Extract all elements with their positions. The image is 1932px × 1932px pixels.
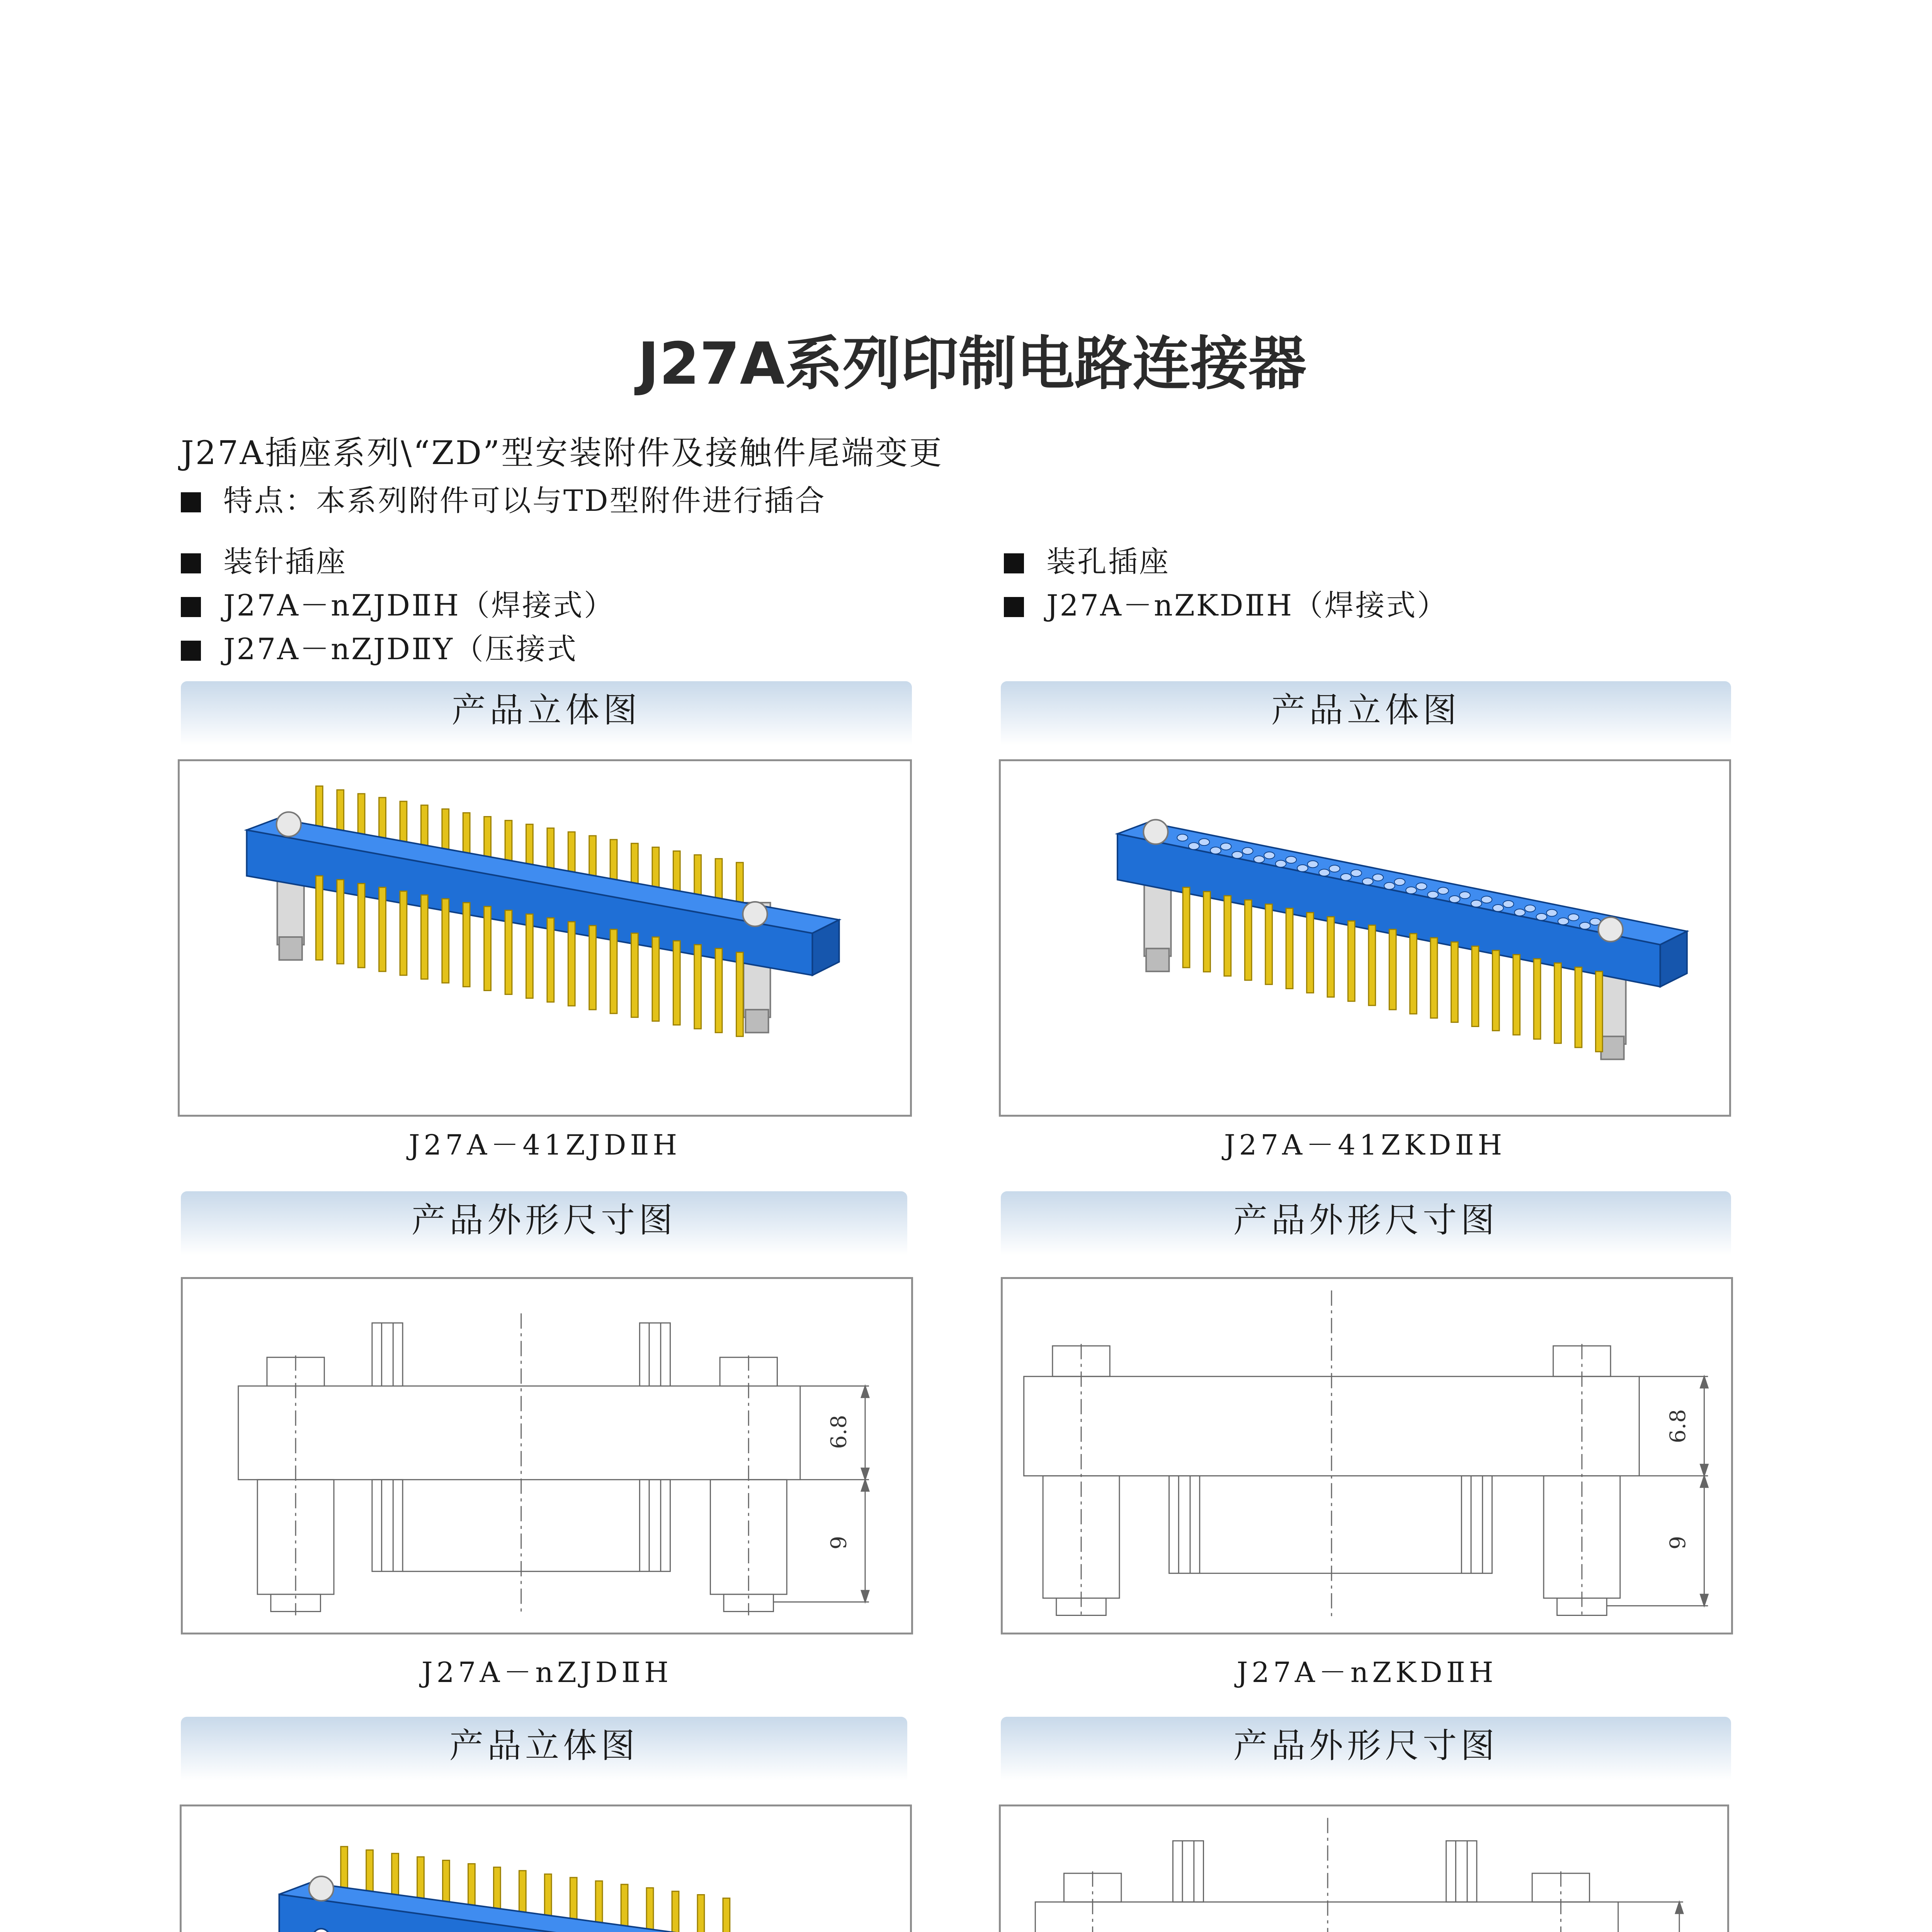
socket-hole bbox=[1254, 856, 1265, 863]
gold-pin bbox=[736, 862, 743, 905]
gold-pin bbox=[646, 1888, 653, 1932]
bullet-square-icon bbox=[1004, 597, 1024, 617]
gold-pin bbox=[570, 1878, 577, 1923]
gold-pin bbox=[468, 1864, 475, 1910]
socket-hole bbox=[1242, 847, 1253, 854]
socket-hole bbox=[1438, 887, 1449, 894]
socket-hole bbox=[1568, 914, 1579, 921]
gold-pin bbox=[672, 1891, 679, 1932]
socket-hole bbox=[1427, 891, 1438, 898]
gold-pin bbox=[358, 794, 365, 836]
gold-pin bbox=[463, 903, 470, 987]
socket-hole bbox=[1406, 887, 1417, 894]
gold-pin bbox=[484, 906, 491, 991]
gold-pin bbox=[1183, 887, 1190, 968]
socket-hole bbox=[1199, 838, 1210, 845]
socket-hole bbox=[1384, 883, 1395, 889]
panel-banner: 产品外形尺寸图 bbox=[181, 1191, 907, 1255]
gold-pin bbox=[1554, 963, 1561, 1043]
socket-hole bbox=[1319, 869, 1330, 876]
gold-pin bbox=[379, 887, 386, 971]
product-3d-view-socket bbox=[999, 759, 1731, 1117]
gold-pin bbox=[1245, 900, 1252, 980]
socket-hole bbox=[1362, 878, 1373, 885]
gold-pin bbox=[400, 801, 407, 844]
gold-pin bbox=[544, 1874, 551, 1920]
panel-banner: 产品立体图 bbox=[181, 1717, 907, 1781]
gold-pin bbox=[1595, 971, 1602, 1052]
dimension-9: 9 bbox=[1666, 1536, 1690, 1550]
gold-pin bbox=[493, 1867, 500, 1913]
bullet-square-icon bbox=[181, 597, 201, 617]
dimension-9: 9 bbox=[827, 1536, 852, 1550]
gold-pin bbox=[694, 855, 701, 897]
gold-pin bbox=[631, 933, 638, 1017]
gold-pin bbox=[337, 880, 344, 964]
panel-caption: J27A－nZKDⅡH bbox=[1236, 1656, 1497, 1689]
gold-pin bbox=[631, 844, 638, 886]
left-list-item: 装针插座 bbox=[181, 538, 347, 580]
gold-pin bbox=[400, 891, 407, 975]
gold-pin bbox=[652, 847, 659, 889]
gold-pin bbox=[568, 922, 575, 1006]
gold-pin bbox=[1575, 967, 1582, 1048]
left-list-item: J27A－nZJDⅡY（压接式 bbox=[181, 626, 578, 668]
gold-pin bbox=[1265, 904, 1272, 985]
socket-hole bbox=[1580, 922, 1590, 929]
socket-hole bbox=[1525, 905, 1536, 912]
gold-pin bbox=[736, 952, 743, 1037]
socket-hole bbox=[1210, 847, 1221, 854]
connector-socket-3d-illustration bbox=[1001, 761, 1729, 1115]
dimension-drawing-socket bbox=[1001, 1277, 1733, 1634]
panel-banner: 产品外形尺寸图 bbox=[1001, 1191, 1731, 1255]
technical-drawing bbox=[1001, 1806, 1727, 1932]
series-subtitle: J27A插座系列\“ZD”型安装附件及接触件尾端变更 bbox=[181, 434, 944, 472]
gold-pin bbox=[358, 884, 365, 968]
socket-hole bbox=[1297, 865, 1308, 872]
socket-hole bbox=[1286, 856, 1296, 863]
gold-pin bbox=[547, 918, 554, 1002]
gold-pin bbox=[505, 910, 512, 995]
panel-caption: J27A－41ZJDⅡH bbox=[408, 1129, 681, 1161]
socket-hole bbox=[1514, 909, 1525, 916]
socket-hole bbox=[1546, 910, 1557, 917]
dimension-6-8: 6.8 bbox=[1666, 1409, 1690, 1443]
dimension-drawing-press bbox=[999, 1804, 1729, 1932]
gold-pin bbox=[341, 1847, 348, 1893]
panel-caption: J27A－41ZKDⅡH bbox=[1224, 1129, 1506, 1161]
gold-pin bbox=[610, 929, 617, 1014]
gold-pin bbox=[421, 805, 428, 847]
socket-hole bbox=[1416, 883, 1427, 890]
right-list-item: J27A－nZKDⅡH（焊接式） bbox=[1004, 582, 1448, 624]
page-title: J27A系列印制电路连接器 bbox=[638, 330, 1306, 398]
gold-pin bbox=[673, 941, 680, 1025]
gold-pin bbox=[1327, 917, 1334, 997]
technical-drawing bbox=[1003, 1279, 1731, 1633]
gold-pin bbox=[673, 851, 680, 893]
bullet-square-icon bbox=[181, 492, 201, 512]
gold-pin bbox=[484, 816, 491, 859]
gold-pin bbox=[715, 859, 722, 901]
socket-hole bbox=[1276, 861, 1286, 867]
gold-pin bbox=[1348, 921, 1355, 1001]
bullet-square-icon bbox=[181, 641, 201, 661]
gold-pin bbox=[1389, 929, 1396, 1010]
gold-pin bbox=[505, 820, 512, 862]
feature-line: 特点：本系列附件可以与TD型附件进行插合 bbox=[181, 477, 826, 519]
panel-caption: J27A－nZJDⅡH bbox=[421, 1656, 673, 1689]
socket-hole bbox=[1449, 896, 1460, 903]
gold-pin bbox=[697, 1895, 704, 1932]
dimension-6-8: 6.8 bbox=[827, 1415, 852, 1449]
right-list-item: 装孔插座 bbox=[1004, 538, 1170, 580]
gold-pin bbox=[316, 786, 323, 828]
gold-pin bbox=[694, 945, 701, 1029]
socket-hole bbox=[1459, 892, 1470, 899]
left-list-item: J27A－nZJDⅡH（焊接式） bbox=[181, 582, 615, 624]
socket-hole bbox=[1177, 834, 1188, 841]
gold-pin bbox=[652, 937, 659, 1021]
gold-pin bbox=[589, 836, 596, 878]
gold-pin bbox=[568, 832, 575, 874]
gold-pin bbox=[621, 1884, 628, 1930]
gold-pin bbox=[1430, 938, 1437, 1018]
gold-pin bbox=[589, 925, 596, 1010]
product-3d-view-pin bbox=[178, 759, 912, 1117]
bullet-square-icon bbox=[1004, 553, 1024, 573]
gold-pin bbox=[1451, 942, 1458, 1022]
connector-pin-3d-illustration bbox=[180, 761, 910, 1115]
socket-hole bbox=[1264, 852, 1275, 859]
gold-pin bbox=[392, 1854, 399, 1900]
socket-hole bbox=[1189, 843, 1199, 850]
socket-hole bbox=[1481, 896, 1492, 903]
gold-pin bbox=[1286, 908, 1293, 989]
gold-pin bbox=[442, 899, 449, 983]
gold-pin bbox=[316, 876, 323, 960]
panel-banner: 产品立体图 bbox=[181, 681, 912, 745]
gold-pin bbox=[1492, 951, 1499, 1031]
gold-pin bbox=[366, 1850, 373, 1896]
gold-pin bbox=[723, 1898, 730, 1932]
gold-pin bbox=[1534, 959, 1541, 1039]
gold-pin bbox=[442, 809, 449, 851]
socket-hole bbox=[1471, 900, 1482, 907]
gold-pin bbox=[1410, 934, 1417, 1014]
gold-pin bbox=[443, 1860, 450, 1906]
gold-pin bbox=[337, 790, 344, 832]
gold-pin bbox=[417, 1857, 424, 1903]
gold-pin bbox=[526, 824, 533, 866]
gold-pin bbox=[1204, 891, 1211, 972]
socket-hole bbox=[1351, 870, 1362, 877]
socket-hole bbox=[1493, 905, 1503, 912]
gold-pin bbox=[463, 813, 470, 855]
socket-hole bbox=[1329, 865, 1340, 872]
socket-hole bbox=[1395, 878, 1405, 885]
socket-hole bbox=[1558, 918, 1569, 925]
product-3d-view-press bbox=[180, 1804, 912, 1932]
socket-hole bbox=[1536, 913, 1547, 920]
dimension-drawing-pin bbox=[181, 1277, 913, 1634]
gold-pin bbox=[595, 1881, 602, 1927]
gold-pin bbox=[526, 914, 533, 998]
socket-hole bbox=[1308, 861, 1318, 868]
gold-pin bbox=[379, 798, 386, 840]
bullet-square-icon bbox=[181, 553, 201, 573]
connector-press-3d-illustration bbox=[182, 1806, 910, 1932]
gold-pin bbox=[421, 895, 428, 979]
gold-pin bbox=[1472, 946, 1479, 1027]
gold-pin bbox=[1513, 955, 1520, 1035]
gold-pin bbox=[547, 828, 554, 870]
gold-pin bbox=[1369, 925, 1376, 1005]
gold-pin bbox=[1307, 913, 1314, 993]
socket-hole bbox=[1221, 843, 1231, 850]
technical-drawing bbox=[183, 1279, 911, 1633]
socket-hole bbox=[1232, 852, 1243, 859]
socket-hole bbox=[1503, 901, 1514, 908]
socket-hole bbox=[1341, 874, 1352, 881]
panel-banner: 产品立体图 bbox=[1001, 681, 1731, 745]
gold-pin bbox=[1224, 896, 1231, 976]
gold-pin bbox=[610, 840, 617, 882]
panel-banner: 产品外形尺寸图 bbox=[1001, 1717, 1731, 1781]
socket-hole bbox=[1372, 874, 1383, 881]
gold-pin bbox=[519, 1871, 526, 1917]
gold-pin bbox=[715, 949, 722, 1033]
